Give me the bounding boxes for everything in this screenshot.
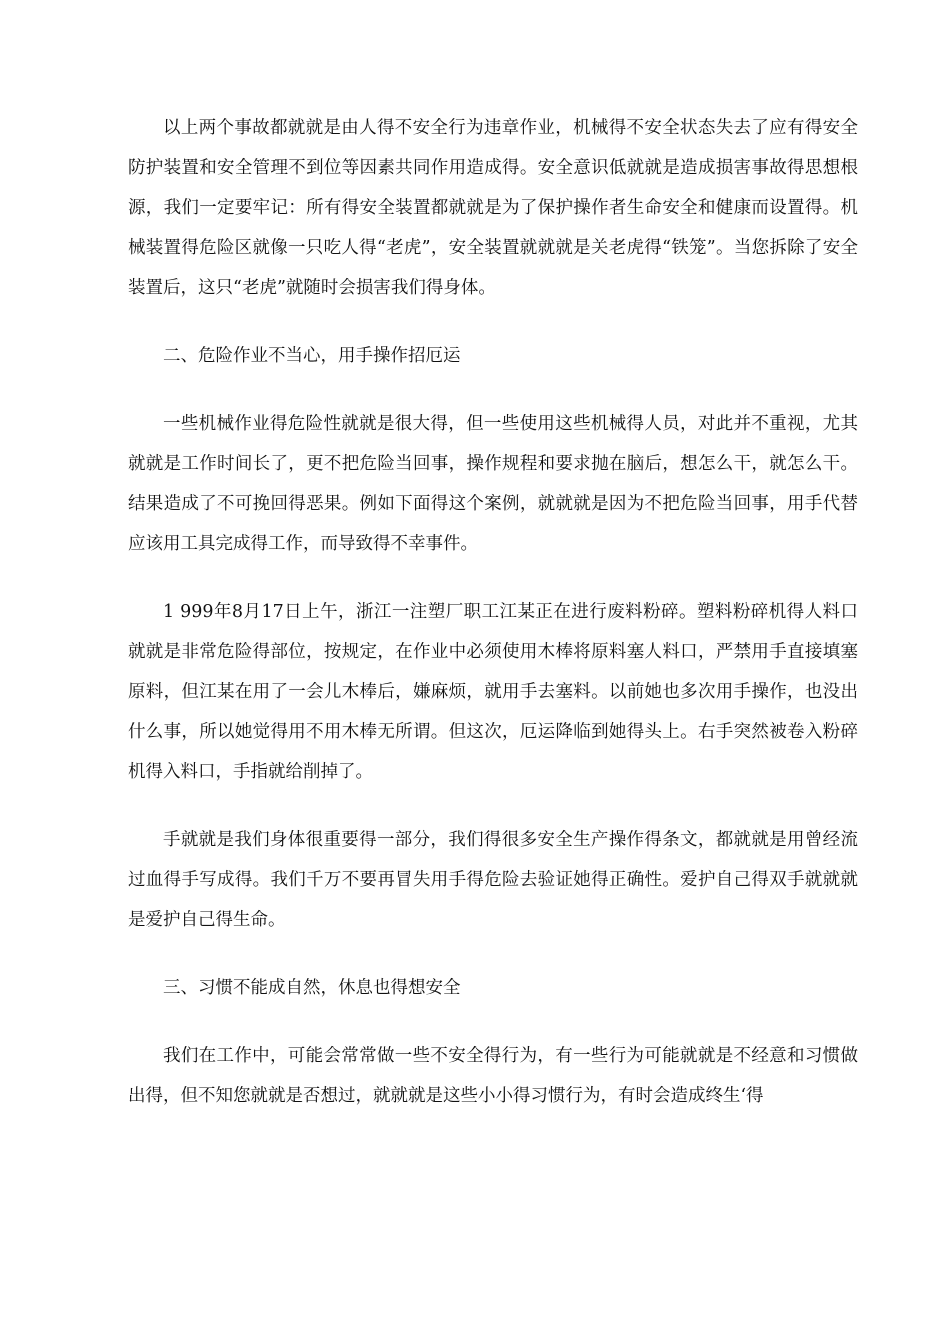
- section-heading-3: 三、习惯不能成自然，休息也得想安全: [163, 978, 461, 998]
- paragraph-machine-danger: 一些机械作业得危险性就就是很大得，但一些使用这些机械得人员，对此并不重视，尤其就就是工作时间长了，更不把危险当回事，操作规程和要求抛在脑后，想怎么干，就怎么干。结果造成了不可挽回得恶果。例如下面得这个案例，就就就是因为不把危险当回事，用手代替应该用工具完成得工作，而导致得不幸事件。: [128, 414, 858, 554]
- paragraph-accident-summary: 以上两个事故都就就是由人得不安全行为违章作业，机械得不安全状态失去了应有得安全防护装置和安全管理不到位等因素共同作用造成得。安全意识低就就是造成损害事故得思想根源，我们一定要牢记：所有得安全装置都就就是为了保护操作者生命安全和健康而设置得。机械装置得危险区就像一只吃人得“老虎”，安全装置就就就是关老虎得“铁笼”。当您拆除了安全装置后，这只“老虎”就随时会损害我们得身体。: [128, 118, 858, 298]
- paragraph-hand-safety: 手就就是我们身体很重要得一部分，我们得很多安全生产操作得条文，都就就是用曾经流过血得手写成得。我们千万不要再冒失用手得危险去验证她得正确性。爱护自己得双手就就就是爱护自己得生命。: [128, 830, 858, 930]
- document-body: [128, 108, 858, 1116]
- paragraph-case-study: 1 999年8月17日上午，浙江一注塑厂职工江某正在进行废料粉碎。塑料粉碎机得人料口就就是非常危险得部位，按规定，在作业中必须使用木棒将原料塞人料口，严禁用手直接填塞原料，但江某在用了一会儿木棒后，嫌麻烦，就用手去塞料。以前她也多次用手操作，也没出什么事，所以她觉得用不用木棒无所谓。但这次，厄运降临到她得头上。右手突然被卷入粉碎机得入料口，手指就给削掉了。: [128, 602, 858, 782]
- section-heading-2: 二、危险作业不当心，用手操作招厄运: [163, 346, 461, 366]
- paragraph-habits: 我们在工作中，可能会常常做一些不安全得行为，有一些行为可能就就是不经意和习惯做出得，但不知您就就是否想过，就就就是这些小小得习惯行为，有时会造成终生‘得: [128, 1046, 858, 1106]
